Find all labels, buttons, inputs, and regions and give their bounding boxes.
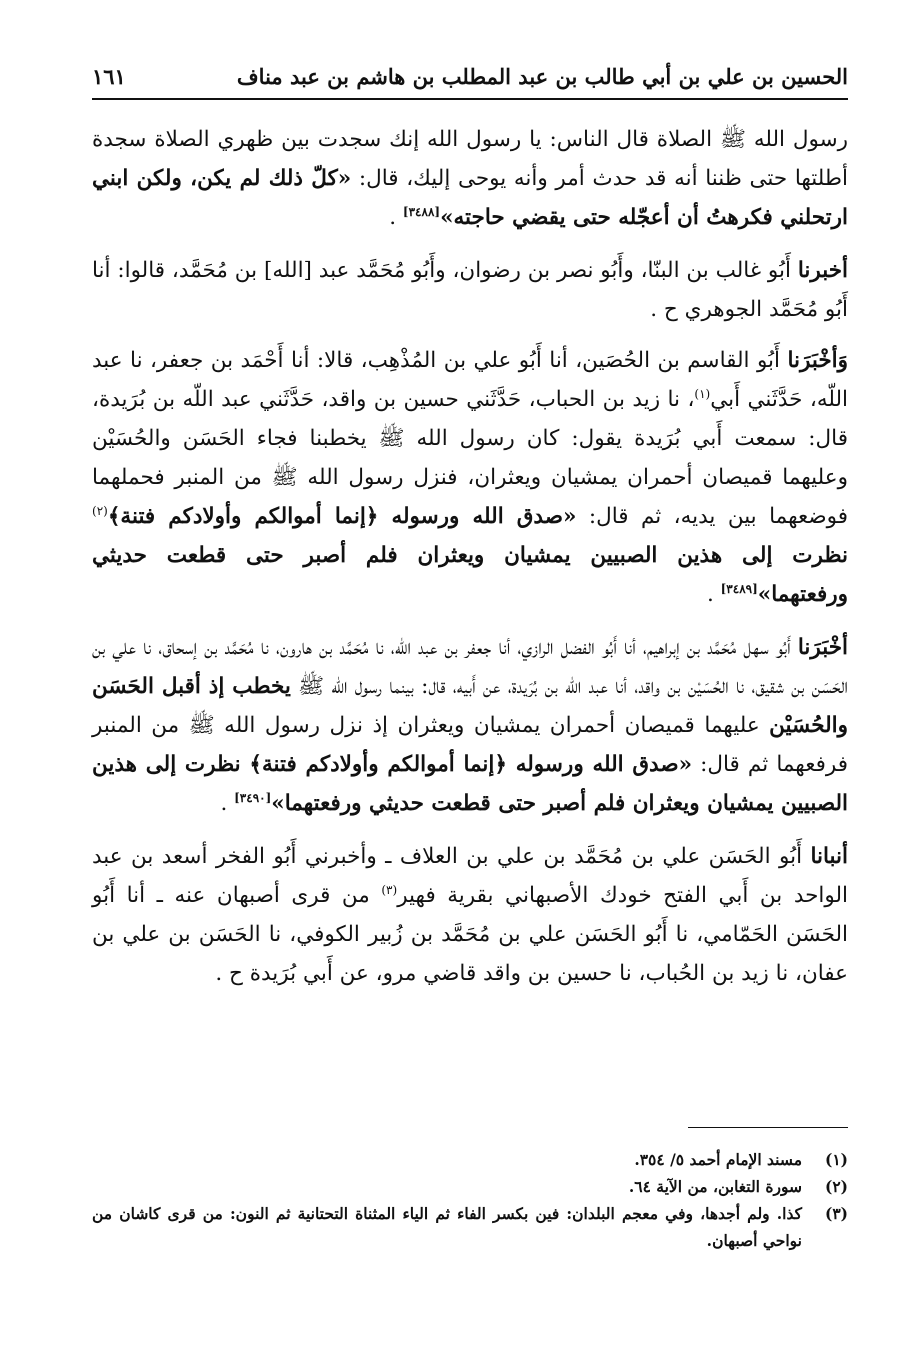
hadith-number: [٣٤٩٠] (234, 790, 272, 805)
footnote-number: (٣) (824, 1204, 848, 1223)
paragraph-3-lead: وَأخْبَرَنا (787, 348, 848, 373)
paragraph-5-lead: أنبانا (810, 844, 848, 869)
paragraph-5-text-cont: من قرى أصبهان عنه ـ أنا أَبُو الحَسَن الحَمّامي، نا أَبُو الحَسَن علي بن مُحَمَّد بن زُبير الكوفي، نا الحَسَن بن علي بن عفان، نا زيد بن الحُباب، نا حسين بن واقد قاضي مرو، عن أَبي بُرَيدة ح . (92, 883, 848, 986)
paragraph-2-lead: أخبرنا (797, 258, 848, 283)
main-text (92, 120, 848, 1007)
footnote-text: سورة التغابن، من الآية ٦٤. (628, 1177, 802, 1196)
header-rule (92, 98, 848, 100)
paragraph-3-text-cont: ، نا زيد بن الحباب، حَدَّثَني حسين بن واقد، حَدَّثَني عبد اللّه بن بُرَيدة، قال: سمعت أَبي بُرَيدة يقول: كان رسول الله ﷺ يخطبنا فجاء الحَسَن والحُسَيْن وعليهما قميصان أحمران يمشيان ويعثران، فنزل رسول الله ﷺ من المنبر فحملهما فوضعهما بين يديه، ثم قال: (92, 387, 848, 529)
footnote-rule (688, 1127, 848, 1128)
paragraph-4-text-cont: عليهما قميصان أحمران يمشيان ويعثران إذ نزل رسول الله ﷺ من المنبر فرفعهما ثم قال: (92, 713, 848, 777)
footnote-ref-3: (٣) (381, 882, 398, 897)
paragraph-1-quote: «كلّ ذلك لم يكن، ولكن ابني ارتحلني فكرهتُ أن أعجّله حتى يقضي حاجته» (92, 166, 848, 230)
footnote-text: مسند الإمام أحمد ٥/ ٣٥٤. (634, 1150, 802, 1169)
footnote-2 (92, 1173, 848, 1200)
paragraph-3 (92, 341, 848, 614)
paragraph-2 (92, 251, 848, 329)
paragraph-3-quote: «صدق الله ورسوله ﴿إنما أموالكم وأولادكم فتنة﴾ (107, 504, 577, 529)
paragraph-4 (92, 628, 848, 823)
footnote-ref-1: (١) (694, 386, 711, 401)
paragraph-1-text: رسول الله ﷺ الصلاة قال الناس: يا رسول الله إنك سجدت بين ظهري الصلاة سجدة أطلتها حتى ظننا أنه قد حدث أمر وأنه يوحى إليك، قال: (92, 127, 848, 191)
paragraph-4-bold-1: يخطب إذ أقبل الحَسَن والحُسَيْن (92, 674, 848, 738)
paragraph-3-end: . (706, 582, 721, 607)
paragraph-1 (92, 120, 848, 237)
footnotes (92, 1146, 848, 1254)
paragraph-4-end: . (220, 791, 235, 816)
paragraph-5 (92, 837, 848, 993)
hadith-number: [٣٤٨٨] (402, 204, 441, 219)
paragraph-2-text: أَبُو غالب بن البنّا، وأَبُو نصر بن رضوان، وأَبُو مُحَمَّد عبد [الله] بن مُحَمَّد، قالوا: أنا أَبُو مُحَمَّد الجوهري ح . (92, 258, 848, 322)
footnote-number: (٢) (824, 1177, 848, 1196)
paragraph-3-text: أَبُو القاسم بن الحُصَين، أنا أَبُو علي بن المُذْهِب، قالا: أنا أَحْمَد بن جعفر، نا عبد اللّه، حَدَّثَني أَبي (92, 348, 848, 412)
paragraph-4-quote: «صدق الله ورسوله ﴿إنما أموالكم وأولادكم فتنة﴾ نظرت إلى هذين الصبيين يمشيان ويعثران فلم أصبر حتى قطعت حديثي ورفعتهما» (92, 752, 848, 816)
paragraph-4-lead: أخْبَرَنا (797, 635, 848, 660)
running-head-title: الحسين بن علي بن أبي طالب بن عبد المطلب بن هاشم بن عبد مناف (236, 64, 848, 89)
paragraph-5-text: أَبُو الحَسَن علي بن مُحَمَّد بن علي بن العلاف ـ وأخبرني أَبُو الفخر أسعد بن عبد الواحد بن أَبي الفتح خودك الأصبهاني بقرية فهير (92, 844, 848, 908)
hadith-number: [٣٤٨٩] (720, 581, 758, 596)
paragraph-3-quote-cont: نظرت إلى هذين الصبيين يمشيان ويعثران فلم أصبر حتى قطعت حديثي ورفعتهما» (92, 543, 848, 607)
running-head (92, 66, 848, 87)
page-number: ١٦١ (92, 64, 126, 89)
footnote-1 (92, 1146, 848, 1173)
footnote-number: (١) (824, 1150, 848, 1169)
paragraph-1-end: . (389, 205, 403, 230)
paragraph-4-text: أَبُو سهل مُحَمَّد بن إبراهيم، أنا أَبُو الفضل الرازي، أنا جعفر بن عبد اللّه، نا مُحَمَّد بن هارون، نا مُحَمَّد بن إسحاق، نا علي بن الحَسَن بن شقيق، نا الحُسَيْن بن واقد، أنا عبد اللّه بن بُرَيدة، عن أَبيه، قال: بينما رسول الله ﷺ (92, 635, 848, 699)
footnote-text: كذا. ولم أجدها، وفي معجم البلدان: فين بكسر الفاء ثم الياء المثناة التحتانية ثم النون: من قرى كاشان من نواحي أصبهان. (92, 1204, 802, 1250)
footnote-3 (92, 1200, 848, 1254)
footnote-ref-2: (٢) (92, 503, 108, 518)
